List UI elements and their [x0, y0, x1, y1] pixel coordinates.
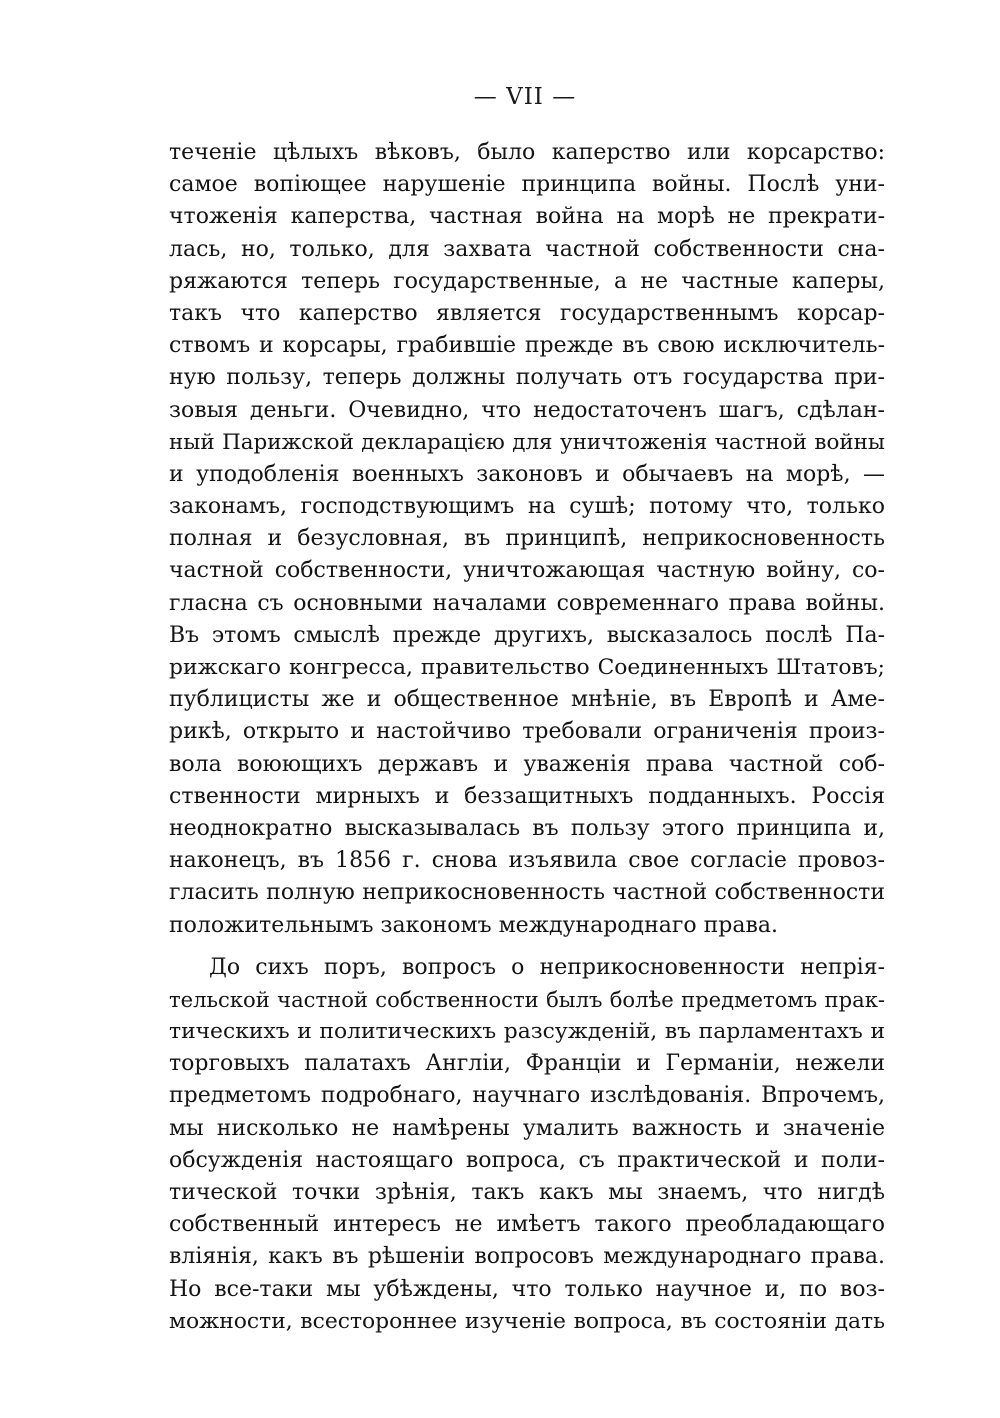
text-line: рикѣ, открыто и настойчиво требовали ограниченія произ-: [169, 719, 885, 745]
text-line: можности, всестороннее изученіе вопроса, въ состояніи дать: [169, 1308, 885, 1334]
text-line: собственный интересъ не имѣетъ такого преобладающаго: [169, 1212, 885, 1238]
text-line: ную пользу, теперь должны получать отъ государства при-: [169, 365, 885, 391]
text-line: обсужденія настоящаго вопроса, съ практической и поли-: [169, 1147, 885, 1173]
paragraph-2: [169, 952, 885, 1338]
text-line: публицисты же и общественное мнѣніе, въ Европѣ и Аме-: [169, 687, 885, 713]
text-line: Но все-таки мы убѣждены, что только научное и, по воз-: [169, 1276, 885, 1302]
text-line: частной собственности, уничтожающая частную войну, со-: [169, 558, 885, 584]
text-line: положительнымъ закономъ международнаго права.: [169, 912, 778, 938]
text-line: тической точки зрѣнія, такъ какъ мы знаемъ, что нигдѣ: [169, 1180, 885, 1205]
text-line: мы нисколько не намѣрены умалить важность и значеніе: [169, 1115, 885, 1141]
text-line: такъ что каперство является государственнымъ корсар-: [169, 300, 885, 326]
text-line: теченіе цѣлыхъ вѣковъ, было каперство или корсарство:: [169, 140, 885, 165]
page-number: — VII —: [473, 84, 577, 110]
text-line: ственности мирныхъ и беззащитныхъ подданныхъ. Россія: [169, 783, 885, 809]
text-line: ный Парижской декларацією для уничтоженія частной войны: [169, 429, 885, 455]
text-line: лась, но, только, для захвата частной собственности сна-: [169, 236, 885, 262]
text-line: предметомъ подробнаго, научнаго изслѣдованія. Впрочемъ,: [169, 1083, 885, 1109]
text-line: тельской частной собственности былъ болѣе предметомъ прак-: [169, 986, 885, 1012]
text-line: неоднократно высказывалась въ пользу этого принципа и,: [169, 815, 885, 841]
text-line: полная и безусловная, въ принципѣ, неприкосновенность: [169, 526, 885, 552]
text-line: законамъ, господствующимъ на сушѣ; потому что, только: [169, 494, 885, 520]
text-line: гласить полную неприкосновенность частной собственности: [169, 880, 885, 906]
text-line: ствомъ и корсары, грабившіе прежде въ свою исключитель-: [169, 333, 885, 359]
text-line: вола воюющихъ державъ и уваженія права частной соб-: [169, 751, 885, 777]
text-line: самое вопіющее нарушеніе принципа войны. Послѣ уни-: [169, 172, 885, 198]
text-line: чтоженія каперства, частная война на морѣ не прекрати-: [169, 204, 885, 230]
text-line: тическихъ и политическихъ разсужденій, въ парламентахъ и: [169, 1019, 885, 1045]
text-line: гласна съ основными началами современнаго права войны.: [169, 590, 885, 616]
text-line: До сихъ поръ, вопросъ о неприкосновенности непрія-: [209, 954, 885, 980]
text-line: вліянія, какъ въ рѣшеніи вопросовъ международнаго права.: [169, 1244, 885, 1270]
paragraph-1: [169, 137, 885, 942]
text-line: зовыя деньги. Очевидно, что недостаточенъ шагъ, сдѣлан-: [169, 397, 885, 423]
text-line: торговыхъ палатахъ Англіи, Франціи и Германіи, нежели: [169, 1051, 885, 1077]
text-line: Въ этомъ смыслѣ прежде другихъ, высказалось послѣ Па-: [169, 622, 885, 648]
text-line: наконецъ, въ 1856 г. снова изъявила свое согласіе провоз-: [169, 848, 885, 874]
text-line: рижскаго конгресса, правительство Соединенныхъ Штатовъ;: [169, 655, 885, 680]
body-text: [169, 137, 885, 1338]
text-line: ряжаются теперь государственные, а не частные каперы,: [169, 268, 885, 294]
text-line: и уподобленія военныхъ законовъ и обычаевъ на морѣ, —: [169, 461, 885, 487]
